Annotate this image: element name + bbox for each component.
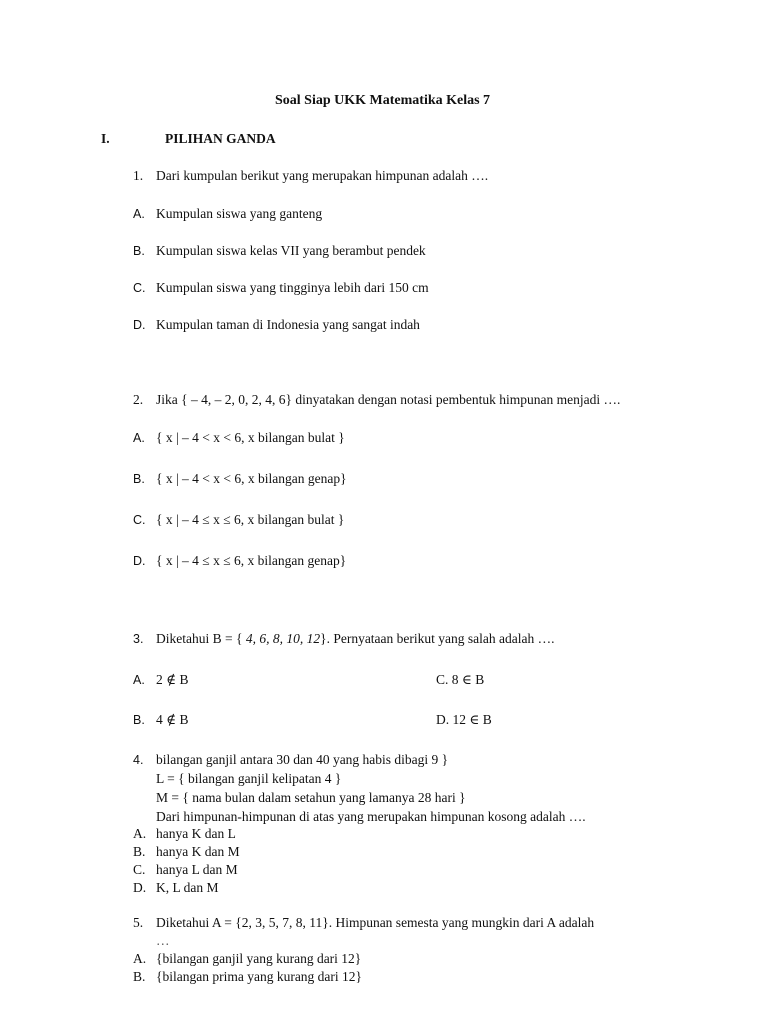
section-heading: PILIHAN GANDA [165,131,276,146]
option-label: A. [133,826,147,841]
question-text: Dari kumpulan berikut yang merupakan himpunan adalah …. [156,168,489,183]
option-label: C. [133,281,146,295]
question-number: 3. [133,632,144,646]
section-numeral: I. [101,131,110,146]
option-label: B. [133,969,146,984]
question-text-prefix: Diketahui B = { [156,631,243,646]
option-text: hanya K dan L [156,826,236,841]
option-text: { x | – 4 < x < 6, x bilangan bulat } [156,430,345,445]
option-text: {bilangan ganjil yang kurang dari 12} [156,951,362,966]
option-text: hanya L dan M [156,862,238,877]
question-line: L = { bilangan ganjil kelipatan 4 } [156,771,342,786]
option-text: { x | – 4 ≤ x ≤ 6, x bilangan bulat } [156,512,345,527]
question-line: bilangan ganjil antara 30 dan 40 yang habis dibagi 9 } [156,752,449,767]
set-elements: 4, 6, 8, 10, 12 [242,631,321,646]
option-text: Kumpulan siswa yang tingginya lebih dari 150 cm [156,280,429,295]
option-text: Kumpulan taman di Indonesia yang sangat indah [156,317,420,332]
option-text: K, L dan M [156,880,219,895]
question-line: Dari himpunan-himpunan di atas yang merupakan himpunan kosong adalah …. [156,809,586,824]
option-label: A. [133,431,145,445]
question-continuation: … [156,933,170,948]
question-number: 2. [133,392,144,407]
option-text: 4 ∉ B [156,712,189,727]
option-label: B. [133,713,145,727]
question-text-suffix: }. Pernyataan berikut yang salah adalah …. [320,631,555,646]
option-label: A. [133,673,145,687]
question-text: Jika { – 4, – 2, 0, 2, 4, 6} dinyatakan dengan notasi pembentuk himpunan menjadi …. [156,392,621,407]
option-text: C. 8 ∈ B [436,672,485,687]
option-label: A. [133,207,145,221]
option-text: hanya K dan M [156,844,240,859]
option-label: D. [133,318,146,332]
option-label: B. [133,472,145,486]
question-text [156,631,555,647]
question-text: Diketahui A = {2, 3, 5, 7, 8, 11}. Himpunan semesta yang mungkin dari A adalah [156,915,595,930]
option-label: D. [133,880,147,895]
question-number: 5. [133,915,144,930]
question-line: M = { nama bulan dalam setahun yang lamanya 28 hari } [156,790,466,805]
question-number: 1. [133,168,144,183]
option-label: C. [133,862,146,877]
option-label: D. [133,554,146,568]
option-label: B. [133,244,145,258]
option-text: {bilangan prima yang kurang dari 12} [156,969,363,984]
option-label: B. [133,844,146,859]
option-text: Kumpulan siswa yang ganteng [156,206,323,221]
option-text: D. 12 ∈ B [436,712,492,727]
option-text: Kumpulan siswa kelas VII yang berambut pendek [156,243,426,258]
question-number: 4. [133,753,144,767]
option-text: { x | – 4 ≤ x ≤ 6, x bilangan genap} [156,553,347,568]
option-label: A. [133,951,147,966]
document-title: Soal Siap UKK Matematika Kelas 7 [275,93,491,108]
option-text: { x | – 4 < x < 6, x bilangan genap} [156,471,347,486]
option-label: C. [133,513,146,527]
option-text: 2 ∉ B [156,672,189,687]
